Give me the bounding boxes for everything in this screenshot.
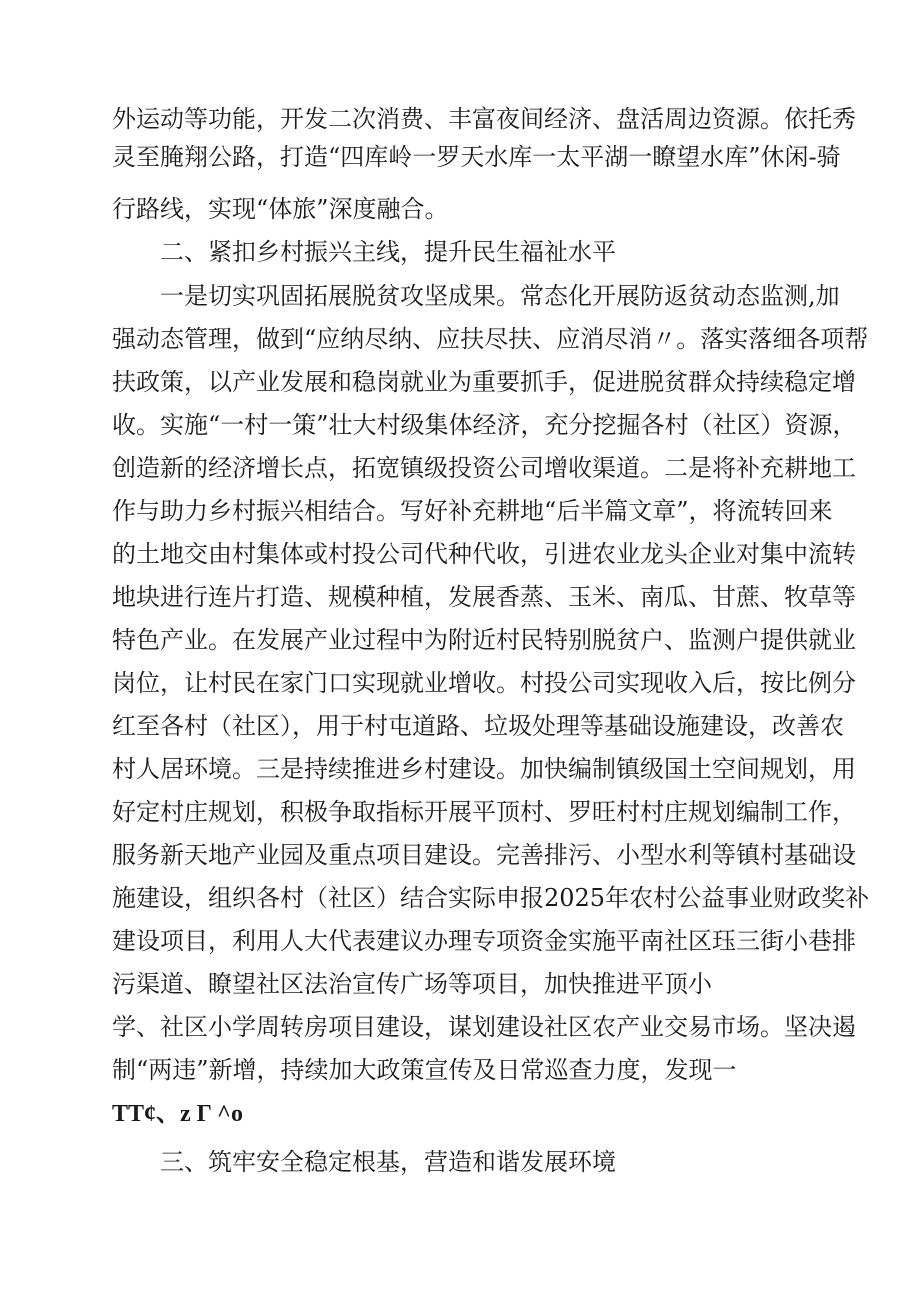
paragraph-line: 污渠道、瞭望社区法治宣传广场等项目，加快推进平顶小 — [112, 970, 712, 998]
paragraph-line: 特色产业。在发展产业过程中为附近村民特别脱贫户、监测户提供就业 — [112, 626, 856, 654]
paragraph-line: 建设项目，利用人大代表建议办理专项资金实施平南社区珏三街小巷排 — [112, 927, 856, 955]
paragraph-line: 一是切实巩固拓展脱贫攻坚成果。常态化开展防返贫动态监测,加 — [160, 282, 840, 310]
paragraph-line: 作与助力乡村振兴相结合。写好补充耕地“后半篇文章”，将流转回来 — [112, 497, 833, 525]
paragraph-line: 扶政策，以产业发展和稳岗就业为重要抓手，促进脱贫群众持续稳定增 — [112, 368, 856, 396]
paragraph-line: 服务新天地产业园及重点项目建设。完善排污、小型水利等镇村基础设 — [112, 841, 856, 869]
paragraph-line: 灵至腌翔公路，打造“四库岭一罗天水库一太平湖一瞭望水库”休闲-骑 — [112, 143, 841, 171]
paragraph-line: 村人居环境。三是持续推进乡村建设。加快编制镇级国土空间规划，用 — [112, 755, 856, 783]
paragraph-line: 施建设，组织各村（社区）结合实际申报2025年农村公益事业财政奖补 — [112, 884, 870, 912]
garbled-text-line: TT¢、z Γ ^o — [112, 1101, 243, 1127]
paragraph-line: 收。实施“一村一策”壮大村级集体经济，充分挖掘各村（社区）资源， — [112, 411, 857, 439]
paragraph-line: 好定村庄规划，积极争取指标开展平顶村、罗旺村村庄规划编制工作， — [112, 798, 856, 826]
paragraph-line: 的土地交由村集体或村投公司代种代收，引进农业龙头企业对集中流转 — [112, 540, 856, 568]
paragraph-line: 红至各村（社区），用于村屯道路、垃圾处理等基础设施建设，改善农 — [112, 712, 844, 740]
paragraph-line: 学、社区小学周转房项目建设，谋划建设社区农产业交易市场。坚决遏 — [112, 1013, 856, 1041]
paragraph-line: 强动态管理，做到“应纳尽纳、应扶尽扶、应消尽消〃。落实落细各项帮 — [112, 325, 869, 353]
paragraph-line: 岗位，让村民在家门口实现就业增收。村投公司实现收入后，按比例分 — [112, 669, 856, 697]
paragraph-line: 外运动等功能，开发二次消费、丰富夜间经济、盘活周边资源。依托秀 — [112, 105, 856, 133]
paragraph-line: 行路线，实现“体旅”深度融合。 — [112, 195, 449, 223]
paragraph-line: 制“两违”新增，持续加大政策宣传及日常巡查力度，发现一 — [112, 1056, 737, 1084]
paragraph-line: 创造新的经济增长点，拓宽镇级投资公司增收渠道。二是将补充耕地工 — [112, 454, 856, 482]
section-heading: 二、紧扣乡村振兴主线，提升民生福祉水平 — [160, 238, 616, 266]
paragraph-line: 地块进行连片打造、规模种植，发展香蒸、玉米、南瓜、甘蔗、牧草等 — [112, 583, 856, 611]
section-heading: 三、筑牢安全稳定根基，营造和谐发展环境 — [160, 1148, 616, 1176]
